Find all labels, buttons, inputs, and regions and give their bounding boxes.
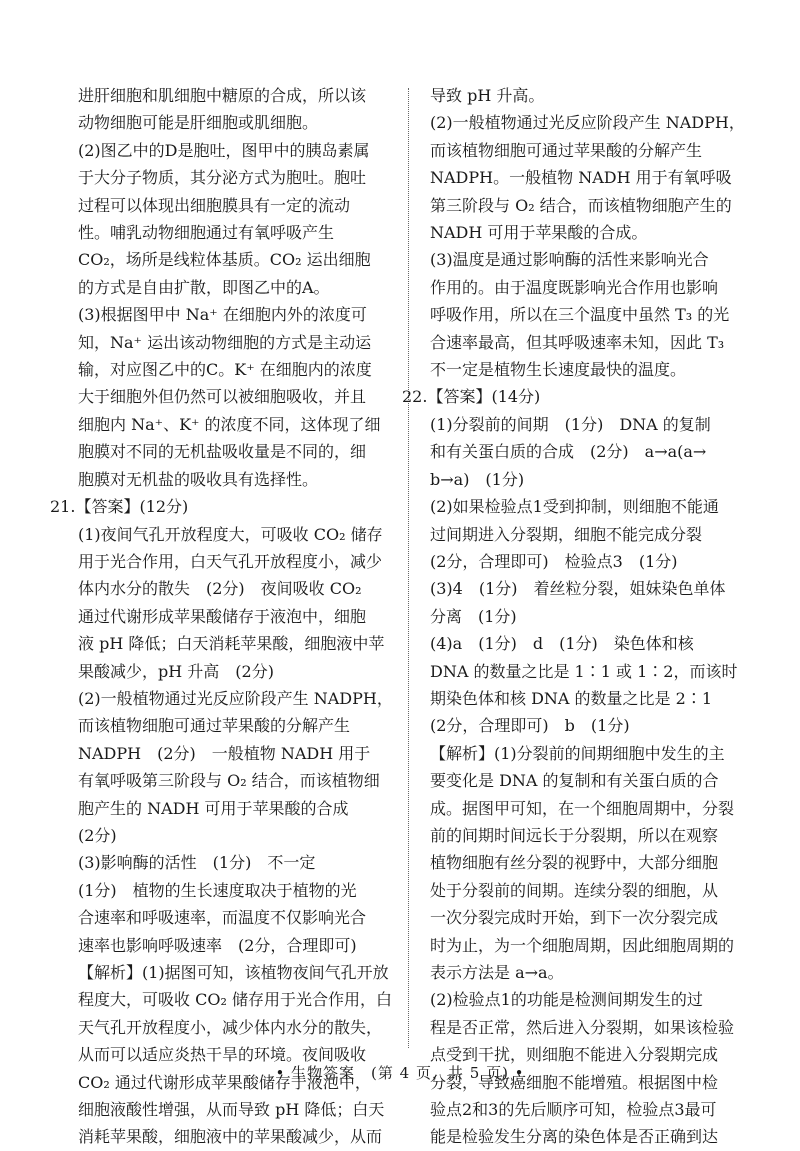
text-line: 成。据图甲可知，在一个细胞周期中，分裂 xyxy=(430,798,735,818)
text-line: (2分，合理即可) b (1分) xyxy=(430,716,630,736)
page-footer: • 生物答案 (第 4 页，共 5 页) • xyxy=(275,1064,525,1082)
text-line: (3)影响酶的活性 (1分) 不一定 xyxy=(78,853,316,873)
column-divider xyxy=(408,88,409,1048)
text-line: NADPH (2分) 一般植物 NADH 用于 xyxy=(78,743,371,763)
text-line: (2分，合理即可) 检验点3 (1分) xyxy=(430,551,678,571)
text-line: CO₂ 通过代谢形成苹果酸储存于液泡中， xyxy=(78,1072,371,1092)
text-line: NADH 可用于苹果酸的合成。 xyxy=(430,223,648,243)
text-line: 而该植物细胞可通过苹果酸的分解产生 xyxy=(78,716,351,736)
text-line: 过间期进入分裂期，细胞不能完成分裂 xyxy=(430,524,703,544)
text-line: DNA 的数量之比是 1∶1 或 1∶2，而该时 xyxy=(430,661,738,681)
text-line: 要变化是 DNA 的复制和有关蛋白质的合 xyxy=(430,771,719,791)
text-line: 不一定是植物生长速度最快的温度。 xyxy=(430,360,687,380)
text-line: (4)a (1分) d (1分) 染色体和核 xyxy=(430,634,694,654)
text-line: (2)图乙中的D是胞吐，图甲中的胰岛素属 xyxy=(78,140,370,160)
left-column xyxy=(50,82,396,1151)
text-line: 导致 pH 升高。 xyxy=(430,86,545,105)
text-line: 细胞液酸性增强，从而导致 pH 降低；白天 xyxy=(78,1100,385,1120)
text-line: 【解析】(1)据图可知，该植物夜间气孔开放 xyxy=(78,963,389,982)
text-line: 胞膜对无机盐的吸收具有选择性。 xyxy=(78,469,319,489)
text-line: (3)根据图甲中 Na⁺ 在细胞内外的浓度可 xyxy=(78,305,367,325)
text-line: 分离 (1分) xyxy=(430,606,517,626)
text-line: 程度大，可吸收 CO₂ 储存用于光合作用，白 xyxy=(78,990,392,1010)
text-line: 从而可以适应炎热干旱的环境。夜间吸收 xyxy=(78,1045,367,1065)
text-line: 体内水分的散失 (2分) 夜间吸收 CO₂ xyxy=(78,579,362,599)
text-line: (3)温度是通过影响酶的活性来影响光合 xyxy=(430,250,709,270)
text-line: 性。哺乳动物细胞通过有氧呼吸产生 xyxy=(78,223,335,243)
text-line: 验点2和3的先后顺序可知，检验点3最可 xyxy=(430,1100,717,1120)
text-line: 细胞内 Na⁺、K⁺ 的浓度不同，这体现了细 xyxy=(78,414,381,434)
text-line: (2)一般植物通过光反应阶段产生 NADPH， xyxy=(78,688,393,708)
text-line: 通过代谢形成苹果酸储存于液泡中，细胞 xyxy=(78,606,367,626)
text-line: 有氧呼吸第三阶段与 O₂ 结合，而该植物细 xyxy=(78,771,380,791)
text-line: 能是检验发生分离的染色体是否正确到达 xyxy=(430,1127,719,1147)
text-line: 时为止，为一个细胞周期，因此细胞周期的 xyxy=(430,935,735,955)
text-line: 分裂，导致癌细胞不能增殖。根据图中检 xyxy=(430,1072,719,1092)
text-line: 果酸减少，pH 升高 (2分) xyxy=(78,661,274,681)
text-line: 消耗苹果酸，细胞液中的苹果酸减少，从而 xyxy=(78,1127,383,1147)
text-line: 21.【答案】(12分) xyxy=(50,497,189,517)
text-line: (1分) 植物的生长速度取决于植物的光 xyxy=(78,880,357,900)
text-line: b→a) (1分) xyxy=(430,469,525,489)
text-line: 作用的。由于温度既影响光合作用也影响 xyxy=(430,277,719,297)
text-line: 期染色体和核 DNA 的数量之比是 2∶1 xyxy=(430,688,713,708)
text-line: 胞膜对不同的无机盐吸收量是不同的，细 xyxy=(78,442,367,462)
text-line: 动物细胞可能是肝细胞或肌细胞。 xyxy=(78,113,319,133)
right-column xyxy=(402,82,745,1151)
text-line: 表示方法是 a→a。 xyxy=(430,963,564,982)
text-line: 前的间期时间远长于分裂期，所以在观察 xyxy=(430,825,719,845)
text-line: (1)分裂前的间期 (1分) DNA 的复制 xyxy=(430,414,711,434)
text-line: 处于分裂前的间期。连续分裂的细胞，从 xyxy=(430,880,719,900)
text-line: 知，Na⁺ 运出该动物细胞的方式是主动运 xyxy=(78,332,372,352)
text-line: 于大分子物质，其分泌方式为胞吐。胞吐 xyxy=(78,168,367,188)
text-line: 22.【答案】(14分) xyxy=(402,387,541,407)
text-line: (2)一般植物通过光反应阶段产生 NADPH， xyxy=(430,113,745,133)
text-line: 第三阶段与 O₂ 结合，而该植物细胞产生的 xyxy=(430,195,732,215)
text-line: 用于光合作用，白天气孔开放程度小，减少 xyxy=(78,551,383,571)
text-line: 胞产生的 NADH 可用于苹果酸的合成 xyxy=(78,798,349,818)
text-line: 的方式是自由扩散，即图乙中的A。 xyxy=(78,277,330,297)
text-line: 而该植物细胞可通过苹果酸的分解产生 xyxy=(430,140,703,160)
text-line: 【解析】(1)分裂前的间期细胞中发生的主 xyxy=(430,743,725,763)
text-line: (3)4 (1分) 着丝粒分裂，姐妹染色单体 xyxy=(430,579,726,599)
text-line: 点受到干扰，则细胞不能进入分裂期完成 xyxy=(430,1045,719,1065)
text-line: 呼吸作用，所以在三个温度中虽然 T₃ 的光 xyxy=(430,305,730,325)
text-line: 和有关蛋白质的合成 (2分) a→a(a→ xyxy=(430,442,707,462)
text-line: 天气孔开放程度小，减少体内水分的散失， xyxy=(78,1017,383,1037)
text-line: NADPH。一般植物 NADH 用于有氧呼吸 xyxy=(430,168,732,188)
text-line: 速率也影响呼吸速率 (2分，合理即可) xyxy=(78,935,357,955)
text-line: (2)检验点1的功能是检测间期发生的过 xyxy=(430,990,703,1010)
text-line: 大于细胞外但仍然可以被细胞吸收，并且 xyxy=(78,387,367,407)
text-line: (2分) xyxy=(78,825,117,845)
text-line: 合速率最高，但其呼吸速率未知，因此 T₃ xyxy=(430,332,725,352)
text-line: 植物细胞有丝分裂的视野中，大部分细胞 xyxy=(430,853,719,873)
text-line: 过程可以体现出细胞膜具有一定的流动 xyxy=(78,195,351,215)
text-line: 液 pH 降低；白天消耗苹果酸，细胞液中苹 xyxy=(78,634,385,654)
text-line: 合速率和呼吸速率，而温度不仅影响光合 xyxy=(78,908,367,928)
text-line: 进肝细胞和肌细胞中糖原的合成，所以该 xyxy=(78,86,367,105)
text-line: (1)夜间气孔开放程度大，可吸收 CO₂ 储存 xyxy=(78,524,383,544)
text-line: 一次分裂完成时开始，到下一次分裂完成 xyxy=(430,908,719,928)
text-line: 输，对应图乙中的C。K⁺ 在细胞内的浓度 xyxy=(78,360,372,380)
text-line: CO₂，场所是线粒体基质。CO₂ 运出细胞 xyxy=(78,250,371,270)
text-line: (2)如果检验点1受到抑制，则细胞不能通 xyxy=(430,497,719,517)
text-line: 程是否正常，然后进入分裂期，如果该检验 xyxy=(430,1017,735,1037)
